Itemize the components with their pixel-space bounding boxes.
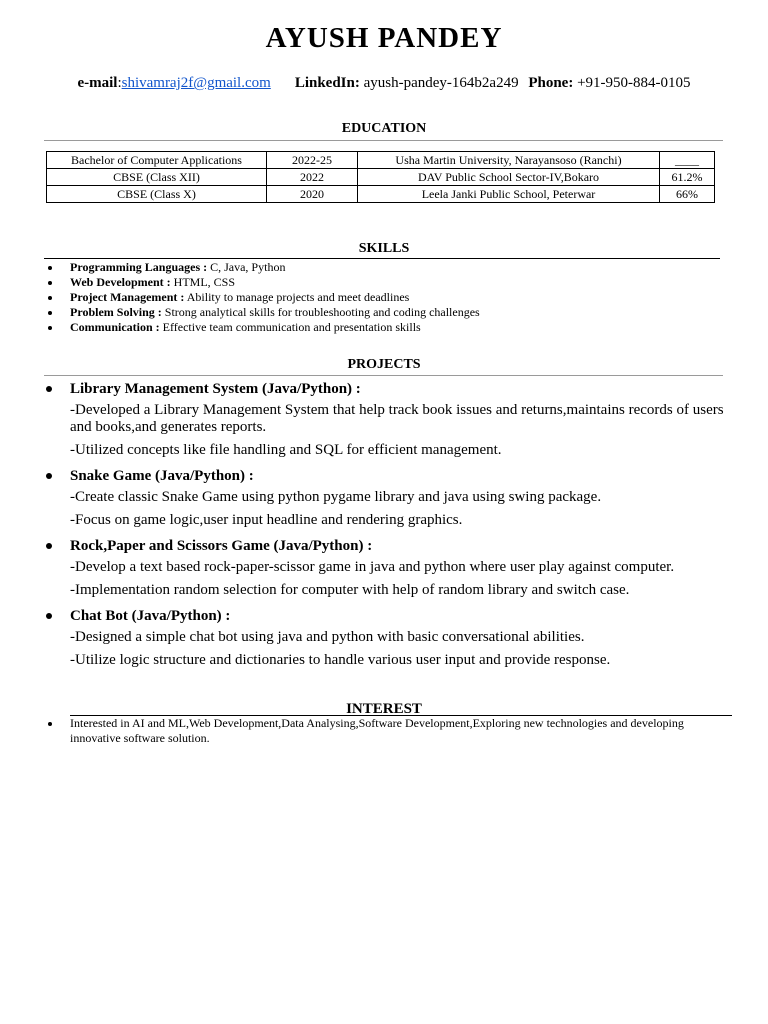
list-item: Interested in AI and ML,Web Development,Data Analysing,Software Development,Exploring new technologies and developing innovative software solution. bbox=[46, 716, 736, 746]
project-description: -Utilize logic structure and dictionaries to handle various user input and provide response. bbox=[70, 652, 611, 668]
institution-cell: Usha Martin University, Narayansoso (Ranchi) bbox=[358, 152, 660, 169]
projects-heading: PROJECTS bbox=[347, 357, 421, 372]
year-cell: 2022-25 bbox=[267, 152, 358, 169]
degree-cell: CBSE (Class X) bbox=[47, 186, 267, 203]
phone-label: Phone: bbox=[528, 75, 574, 91]
table-row bbox=[47, 152, 715, 169]
project-description: -Developed a Library Management System that help track book issues and returns,maintains records of users and books,and generates reports. bbox=[70, 402, 724, 435]
education-rule bbox=[44, 140, 723, 141]
skill-text: Effective team communication and presentation skills bbox=[159, 320, 421, 334]
project-description: -Develop a text based rock-paper-scissor game in java and python where user play against computer. bbox=[70, 559, 675, 575]
year-cell: 2022 bbox=[267, 169, 358, 186]
score-cell: 61.2% bbox=[660, 169, 715, 186]
skill-text: HTML, CSS bbox=[170, 275, 236, 289]
contact-line bbox=[0, 73, 768, 93]
education-heading: EDUCATION bbox=[341, 121, 427, 136]
project-title: Library Management System (Java/Python) : bbox=[46, 378, 726, 400]
education-table bbox=[46, 151, 715, 203]
project-description: -Implementation random selection for computer with help of random library and switch case. bbox=[70, 582, 630, 598]
email-link[interactable]: shivamraj2f@gmail.com bbox=[121, 75, 271, 91]
project-title: Chat Bot (Java/Python) : bbox=[46, 605, 726, 627]
email-separator: : bbox=[117, 75, 122, 91]
year-cell: 2020 bbox=[267, 186, 358, 203]
project-description: -Utilized concepts like file handling and SQL for efficient management. bbox=[70, 442, 502, 458]
list-item bbox=[46, 320, 736, 335]
skills-rule bbox=[44, 258, 720, 259]
projects-rule bbox=[44, 375, 723, 376]
institution-cell: Leela Janki Public School, Peterwar bbox=[358, 186, 660, 203]
skill-label: Project Management : bbox=[70, 290, 185, 304]
project-description: -Designed a simple chat bot using java and python with basic conversational abilities. bbox=[70, 629, 585, 645]
list-item bbox=[46, 305, 736, 320]
score-cell: ____ bbox=[660, 152, 715, 169]
degree-cell: CBSE (Class XII) bbox=[47, 169, 267, 186]
skills-list bbox=[46, 260, 736, 335]
skill-text: Strong analytical skills for troubleshooting and coding challenges bbox=[161, 305, 480, 319]
project-description: -Create classic Snake Game using python pygame library and java using swing package. bbox=[70, 489, 602, 505]
skill-text: Ability to manage projects and meet deadlines bbox=[184, 290, 410, 304]
degree-cell: Bachelor of Computer Applications bbox=[47, 152, 267, 169]
skill-label: Web Development : bbox=[70, 275, 171, 289]
institution-cell: DAV Public School Sector-IV,Bokaro bbox=[358, 169, 660, 186]
skill-label: Communication : bbox=[70, 320, 160, 334]
linkedin-label: LinkedIn: bbox=[294, 75, 360, 91]
table-row bbox=[47, 186, 715, 203]
skill-text: C, Java, Python bbox=[207, 260, 286, 274]
list-item bbox=[46, 275, 736, 290]
projects-list bbox=[46, 378, 726, 675]
score-cell: 66% bbox=[660, 186, 715, 203]
project-title: Rock,Paper and Scissors Game (Java/Python) : bbox=[46, 535, 726, 557]
skill-label: Problem Solving : bbox=[70, 305, 162, 319]
interest-heading: INTEREST bbox=[346, 701, 422, 717]
table-row bbox=[47, 169, 715, 186]
project-title: Snake Game (Java/Python) : bbox=[46, 465, 726, 487]
skill-label: Programming Languages : bbox=[70, 260, 208, 274]
phone-value: +91-950-884-0105 bbox=[577, 75, 691, 91]
list-item bbox=[46, 260, 736, 275]
skills-heading: SKILLS bbox=[358, 241, 410, 256]
project-description: -Focus on game logic,user input headline and rendering graphics. bbox=[70, 512, 463, 528]
linkedin-value: ayush-pandey-164b2a249 bbox=[363, 75, 519, 91]
list-item bbox=[46, 290, 736, 305]
interest-list bbox=[46, 716, 736, 746]
candidate-name: AYUSH PANDEY bbox=[265, 22, 503, 54]
email-label: e-mail bbox=[77, 75, 118, 91]
